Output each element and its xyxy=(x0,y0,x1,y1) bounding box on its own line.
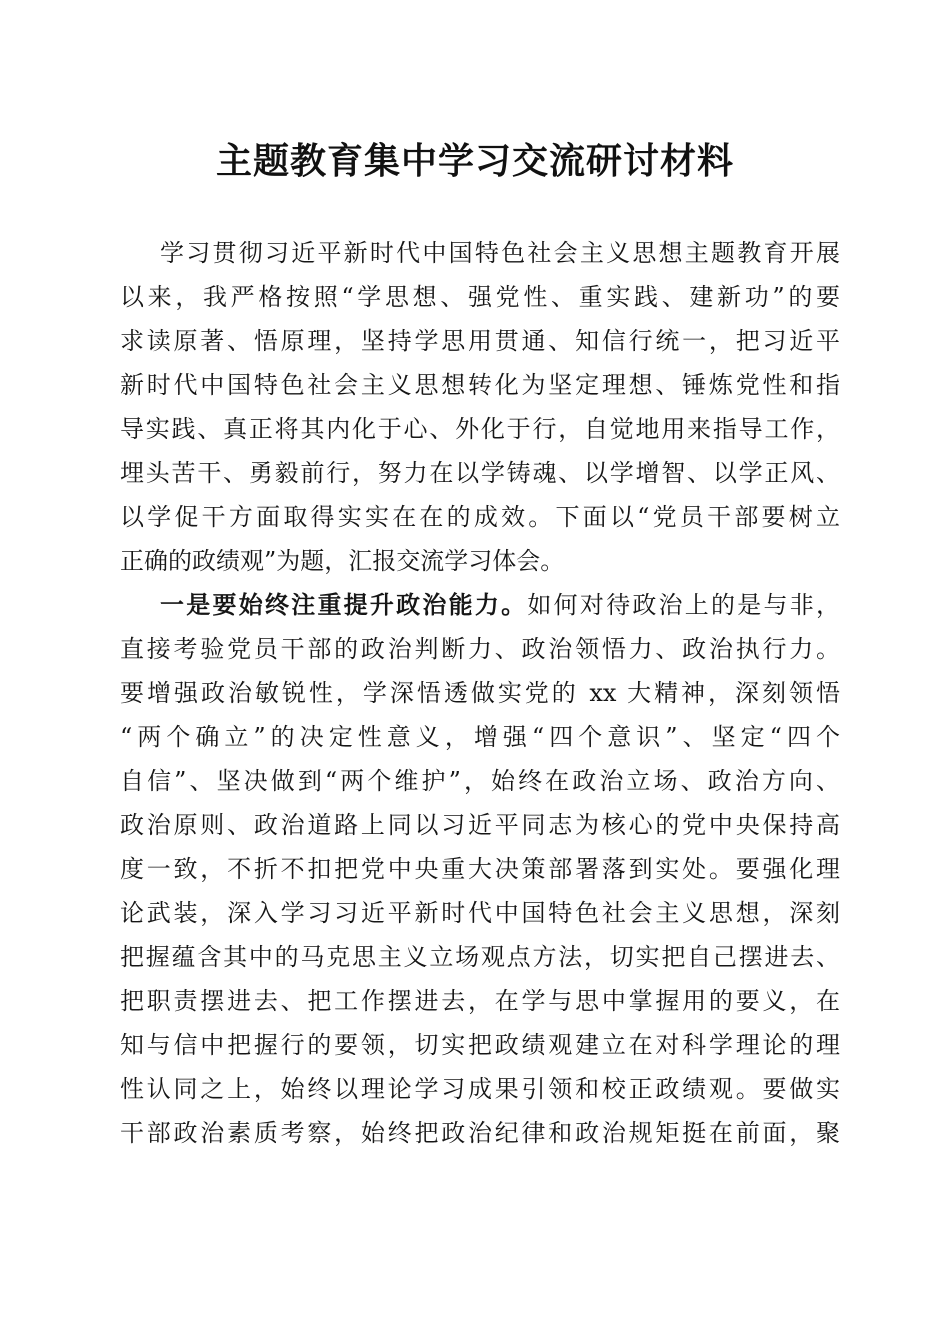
paragraph-line: 正确的政绩观”为题，汇报交流学习体会。 xyxy=(120,547,565,575)
paragraph-line: 导实践、真正将其内化于心、外化于行，自觉地用来指导工作， xyxy=(120,415,840,443)
document-title: 主题教育集中学习交流研讨材料 xyxy=(215,140,734,182)
paragraph-line: 求读原著、悟原理，坚持学思用贯通、知信行统一，把习近平 xyxy=(120,327,840,355)
paragraph-line: 以来，我严格按照“学思想、强党性、重实践、建新功”的要 xyxy=(120,283,840,311)
paragraph-line: 把握蕴含其中的马克思主义立场观点方法，切实把自己摆进去、 xyxy=(120,943,840,971)
paragraph-line: 直接考验党员干部的政治判断力、政治领悟力、政治执行力。 xyxy=(120,635,840,663)
paragraph-line: 政治原则、政治道路上同以习近平同志为核心的党中央保持高 xyxy=(120,811,840,839)
paragraph-line: 论武装，深入学习习近平新时代中国特色社会主义思想，深刻 xyxy=(120,899,840,927)
paragraph-line: 度一致，不折不扣把党中央重大决策部署落到实处。要强化理 xyxy=(120,855,840,883)
paragraph-line: 性认同之上，始终以理论学习成果引领和校正政绩观。要做实 xyxy=(120,1075,840,1103)
paragraph-line: 学习贯彻习近平新时代中国特色社会主义思想主题教育开展 xyxy=(160,239,840,267)
document-body xyxy=(120,231,840,1155)
paragraph-line: 把职责摆进去、把工作摆进去，在学与思中掌握用的要义，在 xyxy=(120,987,840,1015)
paragraph-lead-heading: 一是要始终注重提升政治能力。 xyxy=(160,590,528,619)
paragraph-line: 新时代中国特色社会主义思想转化为坚定理想、锤炼党性和指 xyxy=(120,371,840,399)
paragraph-intro xyxy=(120,231,840,583)
paragraph-line: “两个确立”的决定性意义，增强“四个意识”、坚定“四个 xyxy=(120,723,840,751)
paragraph-line: 埋头苦干、勇毅前行，努力在以学铸魂、以学增智、以学正风、 xyxy=(120,459,840,487)
paragraph-line: 干部政治素质考察，始终把政治纪律和政治规矩挺在前面，聚 xyxy=(120,1119,840,1147)
paragraph-line: 要增强政治敏锐性，学深悟透做实党的 xx 大精神，深刻领悟 xyxy=(120,679,840,707)
paragraph-first-line xyxy=(120,583,840,627)
paragraph-first-line-text: 如何对待政治上的是与非， xyxy=(527,591,840,619)
paragraph-political-ability xyxy=(120,583,840,1155)
paragraph-line: 以学促干方面取得实实在在的成效。下面以“党员干部要树立 xyxy=(120,503,840,531)
paragraph-line: 知与信中把握行的要领，切实把政绩观建立在对科学理论的理 xyxy=(120,1031,840,1059)
paragraph-line: 自信”、坚决做到“两个维护”，始终在政治立场、政治方向、 xyxy=(120,767,840,795)
